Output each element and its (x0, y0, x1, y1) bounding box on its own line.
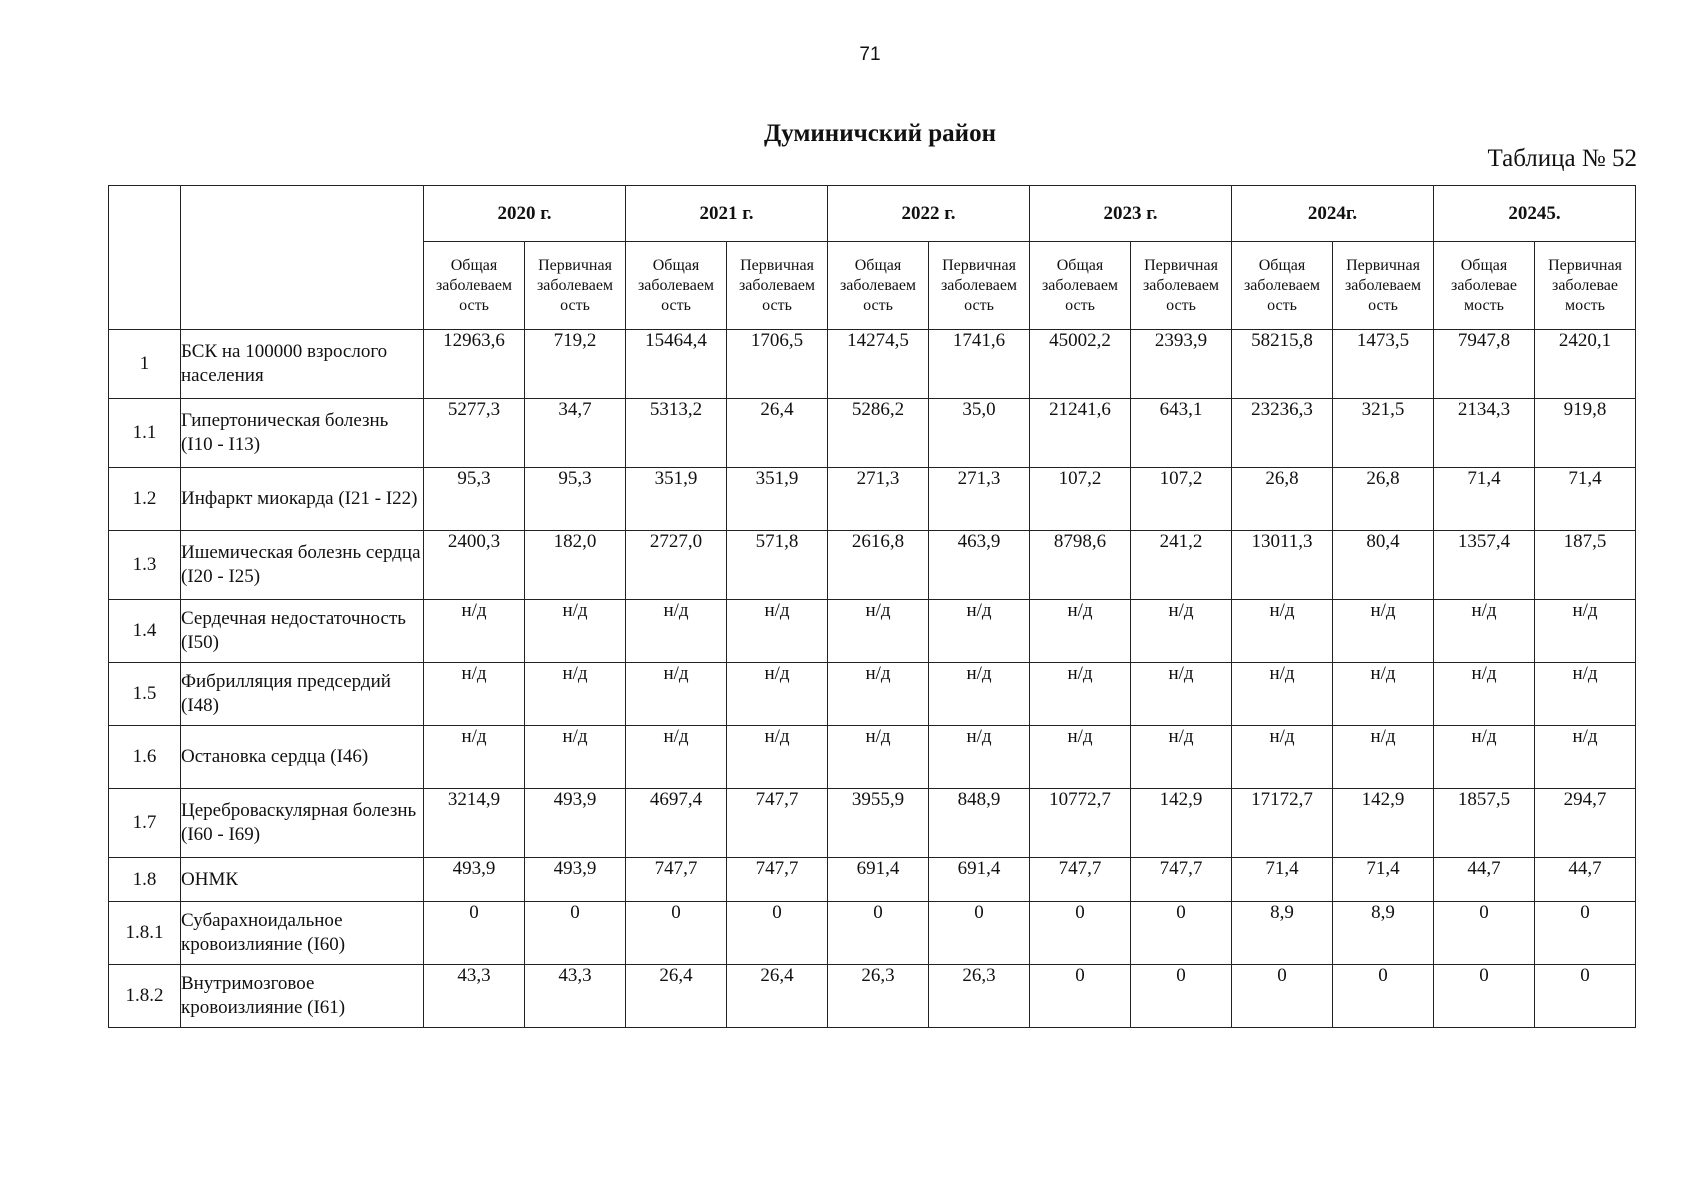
cell-general-incidence: н/д (1434, 726, 1535, 789)
cell-primary-incidence: н/д (1131, 600, 1232, 663)
cell-primary-incidence: 107,2 (1131, 468, 1232, 531)
page-number: 71 (859, 44, 881, 65)
cell-general-incidence: н/д (626, 663, 727, 726)
table-row (109, 789, 1636, 858)
year-header: 2022 г. (828, 186, 1030, 242)
cell-primary-incidence: 848,9 (929, 789, 1030, 858)
cell-primary-incidence: н/д (1535, 663, 1636, 726)
cell-primary-incidence: 142,9 (1333, 789, 1434, 858)
cell-general-incidence: н/д (1030, 663, 1131, 726)
cell-general-incidence: 0 (1434, 965, 1535, 1028)
cell-general-incidence: 2727,0 (626, 531, 727, 600)
cell-general-incidence: 351,9 (626, 468, 727, 531)
sub-header-primary: Первичная заболеваем ость (525, 242, 626, 330)
cell-general-incidence: н/д (1030, 600, 1131, 663)
cell-primary-incidence: 2420,1 (1535, 330, 1636, 399)
cell-primary-incidence: 643,1 (1131, 399, 1232, 468)
cell-primary-incidence: н/д (727, 663, 828, 726)
cell-general-incidence: 3955,9 (828, 789, 929, 858)
cell-primary-incidence: н/д (525, 600, 626, 663)
table-row (109, 399, 1636, 468)
cell-primary-incidence: 26,4 (727, 399, 828, 468)
cell-general-incidence: 0 (1030, 902, 1131, 965)
cell-general-incidence: н/д (626, 726, 727, 789)
table-body (109, 330, 1636, 1028)
cell-general-incidence: 0 (828, 902, 929, 965)
cell-general-incidence: 747,7 (1030, 858, 1131, 902)
sub-header-primary: Первичная заболеваем ость (929, 242, 1030, 330)
row-indicator-name: Сердечная недостаточность (I50) (181, 600, 424, 663)
data-table (108, 185, 1636, 1028)
cell-primary-incidence: 919,8 (1535, 399, 1636, 468)
row-number: 1.3 (109, 531, 181, 600)
cell-primary-incidence: 0 (1131, 965, 1232, 1028)
cell-primary-incidence: 1706,5 (727, 330, 828, 399)
cell-primary-incidence: 142,9 (1131, 789, 1232, 858)
cell-primary-incidence: 747,7 (1131, 858, 1232, 902)
cell-primary-incidence: 271,3 (929, 468, 1030, 531)
cell-general-incidence: н/д (828, 663, 929, 726)
cell-general-incidence: 23236,3 (1232, 399, 1333, 468)
cell-primary-incidence: 95,3 (525, 468, 626, 531)
cell-general-incidence: 2400,3 (424, 531, 525, 600)
year-header: 2023 г. (1030, 186, 1232, 242)
cell-primary-incidence: н/д (929, 663, 1030, 726)
cell-primary-incidence: н/д (525, 663, 626, 726)
cell-primary-incidence: 0 (1535, 965, 1636, 1028)
cell-general-incidence: 2616,8 (828, 531, 929, 600)
table-row (109, 965, 1636, 1028)
cell-general-incidence: 2134,3 (1434, 399, 1535, 468)
cell-general-incidence: н/д (626, 600, 727, 663)
cell-general-incidence: 0 (626, 902, 727, 965)
cell-general-incidence: 26,3 (828, 965, 929, 1028)
cell-primary-incidence: 26,4 (727, 965, 828, 1028)
table-row (109, 663, 1636, 726)
sub-header-general: Общая заболевае мость (1434, 242, 1535, 330)
cell-primary-incidence: 747,7 (727, 858, 828, 902)
cell-primary-incidence: н/д (1535, 600, 1636, 663)
row-indicator-name: Внутримозговое кровоизлияние (I61) (181, 965, 424, 1028)
row-indicator-name: Остановка сердца (I46) (181, 726, 424, 789)
cell-primary-incidence: н/д (727, 726, 828, 789)
table-caption: Таблица № 52 (1487, 145, 1637, 172)
cell-general-incidence: 21241,6 (1030, 399, 1131, 468)
cell-primary-incidence: 26,3 (929, 965, 1030, 1028)
cell-general-incidence: 71,4 (1434, 468, 1535, 531)
cell-primary-incidence: 351,9 (727, 468, 828, 531)
cell-primary-incidence: 321,5 (1333, 399, 1434, 468)
row-number: 1.2 (109, 468, 181, 531)
cell-primary-incidence: н/д (525, 726, 626, 789)
cell-general-incidence: 0 (1232, 965, 1333, 1028)
cell-general-incidence: н/д (1030, 726, 1131, 789)
sub-header-general: Общая заболеваем ость (424, 242, 525, 330)
cell-general-incidence: н/д (424, 726, 525, 789)
cell-general-incidence: н/д (828, 600, 929, 663)
cell-primary-incidence: 26,8 (1333, 468, 1434, 531)
cell-general-incidence: 26,8 (1232, 468, 1333, 531)
table-row (109, 600, 1636, 663)
cell-primary-incidence: 44,7 (1535, 858, 1636, 902)
cell-primary-incidence: 187,5 (1535, 531, 1636, 600)
cell-general-incidence: 271,3 (828, 468, 929, 531)
cell-general-incidence: 5277,3 (424, 399, 525, 468)
cell-primary-incidence: н/д (727, 600, 828, 663)
row-indicator-name: Ишемическая болезнь сердца (I20 - I25) (181, 531, 424, 600)
row-number: 1.5 (109, 663, 181, 726)
row-indicator-name: ОНМК (181, 858, 424, 902)
sub-header-general: Общая заболеваем ость (1232, 242, 1333, 330)
cell-general-incidence: 10772,7 (1030, 789, 1131, 858)
year-header: 20245. (1434, 186, 1636, 242)
cell-primary-incidence: 0 (1535, 902, 1636, 965)
cell-general-incidence: 107,2 (1030, 468, 1131, 531)
cell-general-incidence: 5313,2 (626, 399, 727, 468)
cell-general-incidence: н/д (1232, 726, 1333, 789)
cell-general-incidence: 4697,4 (626, 789, 727, 858)
year-header-row (109, 186, 1636, 242)
cell-general-incidence: 95,3 (424, 468, 525, 531)
cell-primary-incidence: 80,4 (1333, 531, 1434, 600)
cell-general-incidence: 691,4 (828, 858, 929, 902)
cell-general-incidence: 12963,6 (424, 330, 525, 399)
row-number: 1.8.2 (109, 965, 181, 1028)
header-num-cell (109, 186, 181, 330)
sub-header-primary: Первичная заболеваем ость (1333, 242, 1434, 330)
cell-primary-incidence: 0 (727, 902, 828, 965)
cell-general-incidence: 71,4 (1232, 858, 1333, 902)
cell-general-incidence: 43,3 (424, 965, 525, 1028)
cell-general-incidence: 13011,3 (1232, 531, 1333, 600)
cell-general-incidence: н/д (424, 663, 525, 726)
cell-general-incidence: 7947,8 (1434, 330, 1535, 399)
year-header: 2020 г. (424, 186, 626, 242)
row-number: 1.4 (109, 600, 181, 663)
cell-primary-incidence: 71,4 (1333, 858, 1434, 902)
cell-general-incidence: 5286,2 (828, 399, 929, 468)
row-indicator-name: Субарахноидальное кровоизлияние (I60) (181, 902, 424, 965)
sub-header-general: Общая заболеваем ость (1030, 242, 1131, 330)
cell-primary-incidence: н/д (1333, 600, 1434, 663)
cell-general-incidence: 15464,4 (626, 330, 727, 399)
table-row (109, 468, 1636, 531)
cell-general-incidence: 0 (1434, 902, 1535, 965)
cell-general-incidence: 17172,7 (1232, 789, 1333, 858)
cell-primary-incidence: 691,4 (929, 858, 1030, 902)
cell-general-incidence: 747,7 (626, 858, 727, 902)
cell-general-incidence: 45002,2 (1030, 330, 1131, 399)
cell-general-incidence: 8798,6 (1030, 531, 1131, 600)
row-number: 1 (109, 330, 181, 399)
cell-primary-incidence: н/д (1333, 726, 1434, 789)
cell-primary-incidence: н/д (1333, 663, 1434, 726)
cell-primary-incidence: 294,7 (1535, 789, 1636, 858)
cell-primary-incidence: 571,8 (727, 531, 828, 600)
cell-primary-incidence: 463,9 (929, 531, 1030, 600)
cell-general-incidence: 26,4 (626, 965, 727, 1028)
cell-general-incidence: н/д (1232, 600, 1333, 663)
cell-general-incidence: н/д (424, 600, 525, 663)
sub-header-general: Общая заболеваем ость (626, 242, 727, 330)
cell-primary-incidence: 0 (1333, 965, 1434, 1028)
sub-header-general: Общая заболеваем ость (828, 242, 929, 330)
table-row (109, 726, 1636, 789)
year-header: 2021 г. (626, 186, 828, 242)
row-indicator-name: Цереброваскулярная болезнь (I60 - I69) (181, 789, 424, 858)
cell-primary-incidence: 493,9 (525, 858, 626, 902)
cell-general-incidence: н/д (1232, 663, 1333, 726)
cell-general-incidence: 8,9 (1232, 902, 1333, 965)
cell-primary-incidence: н/д (1535, 726, 1636, 789)
page-title: Думиничский район (764, 120, 996, 147)
cell-primary-incidence: 0 (525, 902, 626, 965)
cell-general-incidence: н/д (1434, 600, 1535, 663)
header-name-cell (181, 186, 424, 330)
cell-general-incidence: 3214,9 (424, 789, 525, 858)
cell-primary-incidence: 35,0 (929, 399, 1030, 468)
cell-general-incidence: 14274,5 (828, 330, 929, 399)
cell-general-incidence: 1857,5 (1434, 789, 1535, 858)
cell-primary-incidence: 493,9 (525, 789, 626, 858)
cell-primary-incidence: н/д (929, 600, 1030, 663)
sub-header-primary: Первичная заболевае мость (1535, 242, 1636, 330)
table-row (109, 902, 1636, 965)
sub-header-primary: Первичная заболеваем ость (727, 242, 828, 330)
table-row (109, 531, 1636, 600)
cell-primary-incidence: 43,3 (525, 965, 626, 1028)
cell-primary-incidence: 1473,5 (1333, 330, 1434, 399)
cell-primary-incidence: 241,2 (1131, 531, 1232, 600)
row-number: 1.8 (109, 858, 181, 902)
cell-primary-incidence: 747,7 (727, 789, 828, 858)
cell-primary-incidence: 2393,9 (1131, 330, 1232, 399)
cell-primary-incidence: 0 (929, 902, 1030, 965)
row-number: 1.6 (109, 726, 181, 789)
cell-general-incidence: 58215,8 (1232, 330, 1333, 399)
row-indicator-name: Инфаркт миокарда (I21 - I22) (181, 468, 424, 531)
row-number: 1.8.1 (109, 902, 181, 965)
row-number: 1.7 (109, 789, 181, 858)
cell-general-incidence: 0 (1030, 965, 1131, 1028)
cell-primary-incidence: 719,2 (525, 330, 626, 399)
cell-general-incidence: 493,9 (424, 858, 525, 902)
cell-primary-incidence: н/д (1131, 663, 1232, 726)
cell-primary-incidence: н/д (1131, 726, 1232, 789)
table-row (109, 858, 1636, 902)
sub-header-primary: Первичная заболеваем ость (1131, 242, 1232, 330)
cell-primary-incidence: н/д (929, 726, 1030, 789)
table-row (109, 330, 1636, 399)
cell-primary-incidence: 34,7 (525, 399, 626, 468)
cell-general-incidence: 1357,4 (1434, 531, 1535, 600)
cell-primary-incidence: 71,4 (1535, 468, 1636, 531)
cell-primary-incidence: 182,0 (525, 531, 626, 600)
cell-primary-incidence: 8,9 (1333, 902, 1434, 965)
cell-general-incidence: 0 (424, 902, 525, 965)
cell-general-incidence: 44,7 (1434, 858, 1535, 902)
cell-primary-incidence: 1741,6 (929, 330, 1030, 399)
cell-primary-incidence: 0 (1131, 902, 1232, 965)
row-indicator-name: БСК на 100000 взрослого населения (181, 330, 424, 399)
row-indicator-name: Гипертоническая болезнь (I10 - I13) (181, 399, 424, 468)
cell-general-incidence: н/д (828, 726, 929, 789)
year-header: 2024г. (1232, 186, 1434, 242)
row-number: 1.1 (109, 399, 181, 468)
row-indicator-name: Фибрилляция предсердий (I48) (181, 663, 424, 726)
cell-general-incidence: н/д (1434, 663, 1535, 726)
